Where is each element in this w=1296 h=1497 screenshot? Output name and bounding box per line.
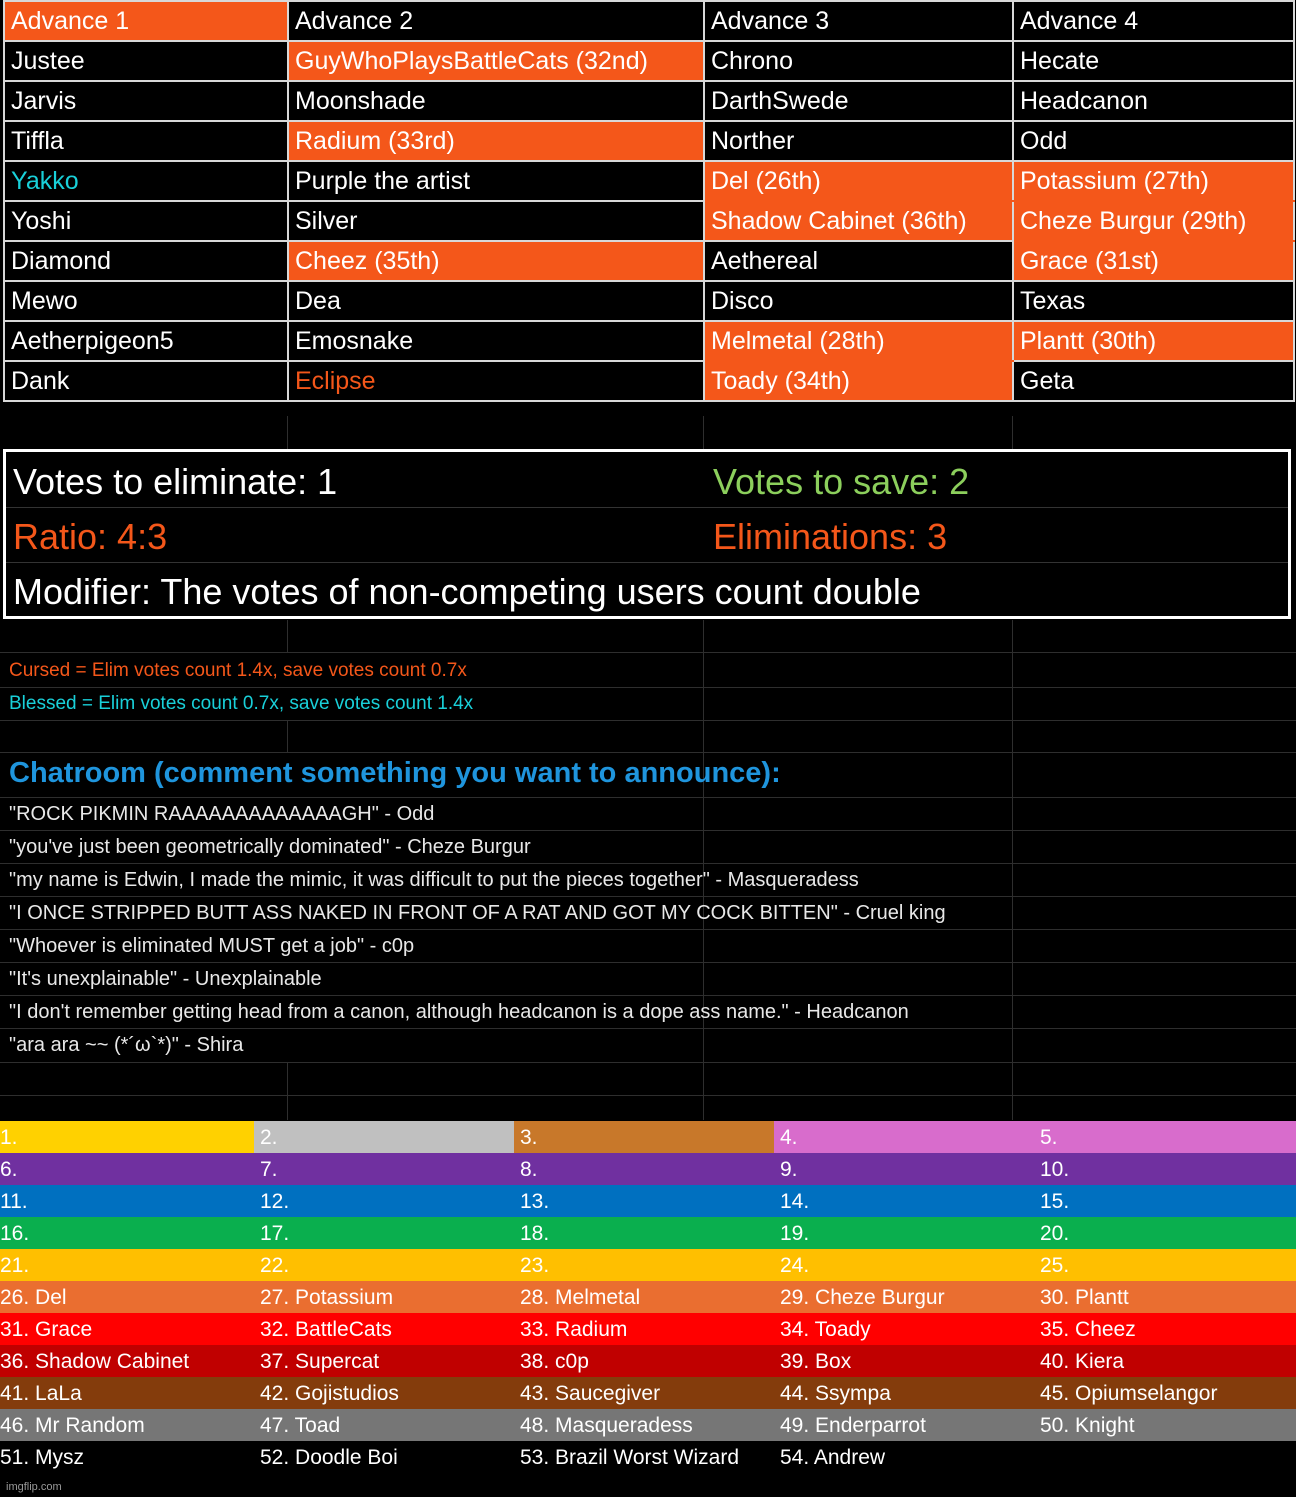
ranking-cell: 44. Ssympa (780, 1382, 891, 1405)
ranking-cell: 8. (520, 1158, 538, 1181)
ranking-cell: 22. (260, 1254, 290, 1277)
grid-line (0, 995, 1296, 996)
table-cell: Emosnake (288, 321, 704, 361)
imgflip-watermark: imgflip.com (6, 1481, 62, 1493)
ranking-cell: 46. Mr Random (0, 1414, 145, 1437)
ranking-band (0, 1153, 1296, 1185)
ranking-cell: 15. (1040, 1190, 1070, 1213)
ranking-cell: 35. Cheez (1040, 1318, 1136, 1341)
ranking-cell: 49. Enderparrot (780, 1414, 926, 1437)
ranking-cell: 33. Radium (520, 1318, 628, 1341)
table-cell: Yakko (4, 161, 288, 201)
table-cell: Mewo (4, 281, 288, 321)
ranking-cell: 21. (0, 1254, 30, 1277)
table-cell: Del (26th) (704, 161, 1013, 201)
table-cell: Norther (704, 121, 1013, 161)
ranking-band (514, 1121, 774, 1153)
ranking-band (0, 1409, 1296, 1441)
ranking-cell: 38. c0p (520, 1350, 589, 1373)
chat-message: "Whoever is eliminated MUST get a job" - c0p (9, 935, 415, 957)
ranking-cell: 18. (520, 1222, 550, 1245)
grid-line (0, 863, 1296, 864)
table-cell: Chrono (704, 41, 1013, 81)
ranking-cell: 7. (260, 1158, 278, 1181)
ranking-cell: 14. (780, 1190, 810, 1213)
table-cell: Texas (1013, 281, 1294, 321)
table-cell: Shadow Cabinet (36th) (704, 201, 1013, 241)
grid-line (287, 1062, 288, 1120)
grid-line (0, 830, 1296, 831)
table-cell: Diamond (4, 241, 288, 281)
votes-panel (3, 449, 1291, 619)
table-cell: GuyWhoPlaysBattleCats (32nd) (288, 41, 704, 81)
ranking-cell: 32. BattleCats (260, 1318, 392, 1341)
ranking-cell: 41. LaLa (0, 1382, 82, 1405)
ranking-band (0, 1377, 1296, 1409)
table-cell: Justee (4, 41, 288, 81)
table-cell: Tiffla (4, 121, 288, 161)
ranking-band (0, 1249, 1296, 1281)
table-cell: Plantt (30th) (1013, 321, 1294, 361)
ratio-row (6, 507, 1288, 563)
table-cell: Purple the artist (288, 161, 704, 201)
chat-message: "It's unexplainable" - Unexplainable (9, 968, 322, 990)
ranking-cell: 50. Knight (1040, 1414, 1135, 1437)
ranking-cell: 19. (780, 1222, 810, 1245)
grid-line (0, 1028, 1296, 1029)
table-cell: Aethereal (704, 241, 1013, 281)
ranking-band (0, 1217, 1296, 1249)
table-row (4, 281, 1294, 321)
ranking-band (254, 1121, 514, 1153)
table-row (4, 201, 1294, 241)
advance-header-row (4, 1, 1294, 41)
table-cell: Potassium (27th) (1013, 161, 1294, 201)
ranking-band (0, 1441, 1296, 1473)
ranking-cell: 12. (260, 1190, 290, 1213)
ranking-cell: 28. Melmetal (520, 1286, 641, 1309)
ranking-cell: 45. Opiumselangor (1040, 1382, 1218, 1405)
ranking-band (0, 1121, 254, 1153)
ranking-cell: 51. Mysz (0, 1446, 85, 1469)
advance-3-header: Advance 3 (704, 1, 1013, 41)
ranking-cell: 3. (520, 1126, 538, 1149)
grid-line (0, 752, 1296, 753)
ranking-cell: 27. Potassium (260, 1286, 394, 1309)
table-row (4, 241, 1294, 281)
table-row (4, 321, 1294, 361)
table-cell: Jarvis (4, 81, 288, 121)
table-cell: Aetherpigeon5 (4, 321, 288, 361)
ranking-cell: 40. Kiera (1040, 1350, 1125, 1373)
ranking-cell: 26. Del (0, 1286, 67, 1309)
grid-line (0, 929, 1296, 930)
table-cell: Yoshi (4, 201, 288, 241)
table-row (4, 161, 1294, 201)
chat-message: "ara ara ~~ (*´ω`*)" - Shira (9, 1034, 244, 1056)
ranking-cell: 37. Supercat (260, 1350, 380, 1373)
ranking-cell: 30. Plantt (1040, 1286, 1129, 1309)
ranking-cell: 39. Box (780, 1350, 852, 1373)
table-cell: Eclipse (288, 361, 704, 401)
ranking-band (0, 1313, 1296, 1345)
advance-table (3, 0, 1295, 402)
votes-row (6, 452, 1288, 508)
ranking-cell: 20. (1040, 1222, 1070, 1245)
ranking-cell: 4. (780, 1126, 798, 1149)
ranking-band (0, 1281, 1296, 1313)
ranking-cell: 17. (260, 1222, 290, 1245)
grid-line (0, 652, 1296, 653)
ranking-cell: 52. Doodle Boi (260, 1446, 398, 1469)
ranking-cell: 2. (260, 1126, 278, 1149)
grid-line (0, 1095, 1296, 1096)
table-cell: Cheez (35th) (288, 241, 704, 281)
table-cell: Headcanon (1013, 81, 1294, 121)
grid-line (0, 896, 1296, 897)
ranking-cell: 53. Brazil Worst Wizard (520, 1446, 739, 1469)
grid-line (0, 962, 1296, 963)
table-cell: Silver (288, 201, 704, 241)
grid-line (287, 620, 288, 652)
grid-line (0, 720, 1296, 721)
advance-4-header: Advance 4 (1013, 1, 1294, 41)
table-cell: Geta (1013, 361, 1294, 401)
blessed-note: Blessed = Elim votes count 0.7x, save votes count 1.4x (9, 693, 474, 714)
chat-message: "I ONCE STRIPPED BUTT ASS NAKED IN FRONT OF A RAT AND GOT MY COCK BITTEN" - Cruel king (9, 902, 946, 924)
chat-message: "you've just been geometrically dominated" - Cheze Burgur (9, 836, 531, 858)
ranking-cell: 34. Toady (780, 1318, 871, 1341)
ranking-band (0, 1185, 1296, 1217)
advance-1-header: Advance 1 (4, 1, 288, 41)
ranking-cell: 31. Grace (0, 1318, 93, 1341)
table-cell: Moonshade (288, 81, 704, 121)
eliminations-label: Eliminations: 3 (713, 516, 948, 557)
ranking-cell: 16. (0, 1222, 30, 1245)
grid-line (1012, 416, 1013, 450)
table-row (4, 121, 1294, 161)
grid-line (703, 416, 704, 450)
table-cell: Hecate (1013, 41, 1294, 81)
ranking-cell: 23. (520, 1254, 550, 1277)
grid-line (0, 797, 1296, 798)
advance-2-header: Advance 2 (288, 1, 704, 41)
ranking-cell: 24. (780, 1254, 810, 1277)
ranking-cell: 6. (0, 1158, 18, 1181)
table-row (4, 81, 1294, 121)
ranking-band (0, 1345, 1296, 1377)
grid-line (1012, 620, 1013, 1120)
modifier-row (6, 562, 1288, 617)
ratio-label: Ratio: 4:3 (13, 516, 168, 557)
table-row (4, 41, 1294, 81)
chat-message: "I don't remember getting head from a canon, although headcanon is a dope ass name." - Headcanon (9, 1001, 909, 1023)
ranking-cell: 13. (520, 1190, 550, 1213)
table-cell: Dea (288, 281, 704, 321)
chat-message: "ROCK PIKMIN RAAAAAAAAAAAAAGH" - Odd (9, 803, 435, 825)
table-cell: Odd (1013, 121, 1294, 161)
table-cell: DarthSwede (704, 81, 1013, 121)
table-cell: Dank (4, 361, 288, 401)
table-cell: Radium (33rd) (288, 121, 704, 161)
grid-line (0, 687, 1296, 688)
votes-to-save: Votes to save: 2 (713, 461, 970, 502)
table-cell: Toady (34th) (704, 361, 1013, 401)
cursed-note: Cursed = Elim votes count 1.4x, save votes count 0.7x (9, 660, 467, 681)
grid-line (287, 416, 288, 450)
modifier-label: Modifier: The votes of non-competing users count double (13, 571, 921, 612)
ranking-cell: 25. (1040, 1254, 1070, 1277)
ranking-cell: 9. (780, 1158, 798, 1181)
votes-to-eliminate: Votes to eliminate: 1 (13, 461, 338, 502)
ranking-cell: 10. (1040, 1158, 1070, 1181)
table-row (4, 361, 1294, 401)
ranking-cell: 47. Toad (260, 1414, 341, 1437)
table-cell: Disco (704, 281, 1013, 321)
ranking-cell: 42. Gojistudios (260, 1382, 399, 1405)
grid-line (0, 1062, 1296, 1063)
table-cell: Grace (31st) (1013, 241, 1294, 281)
ranking-band (774, 1121, 1296, 1153)
ranking-cell: 5. (1040, 1126, 1058, 1149)
ranking-cell: 11. (0, 1190, 28, 1213)
table-cell: Melmetal (28th) (704, 321, 1013, 361)
ranking-cell: 36. Shadow Cabinet (0, 1350, 190, 1373)
ranking-cell: 1. (0, 1126, 18, 1149)
ranking-cell: 54. Andrew (780, 1446, 886, 1469)
ranking-cell: 29. Cheze Burgur (780, 1286, 945, 1309)
chatroom-title: Chatroom (comment something you want to announce): (9, 757, 781, 789)
ranking-cell: 48. Masqueradess (520, 1414, 693, 1437)
table-cell: Cheze Burgur (29th) (1013, 201, 1294, 241)
chat-message: "my name is Edwin, I made the mimic, it was difficult to put the pieces together" - Masqueradess (9, 869, 859, 891)
grid-line (287, 720, 288, 752)
ranking-cell: 43. Saucegiver (520, 1382, 661, 1405)
